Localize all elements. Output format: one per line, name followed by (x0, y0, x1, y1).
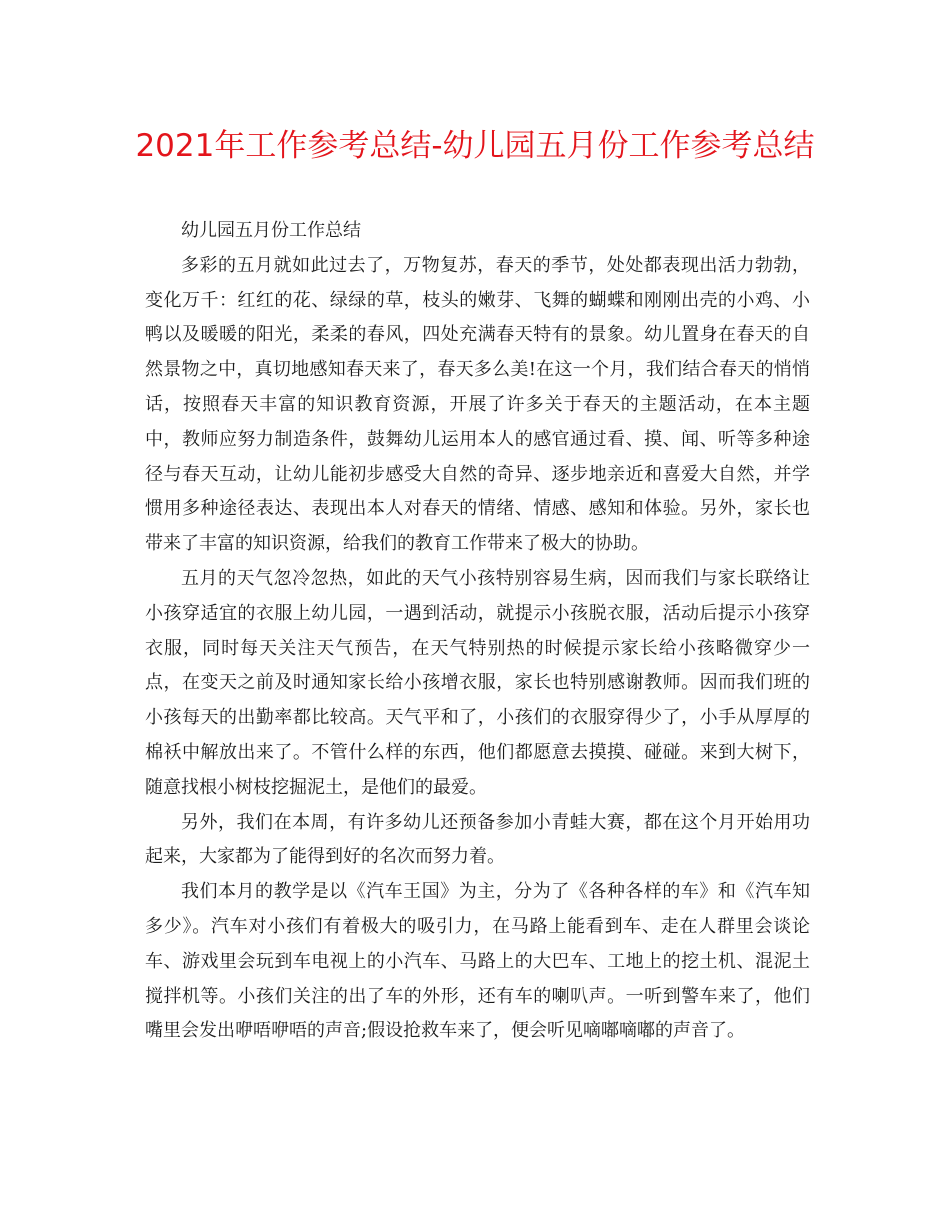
document-body (145, 214, 810, 1049)
paragraph: 五月的天气忽冷忽热，如此的天气小孩特别容易生病，因而我们与家长联络让小孩穿适宜的衣服上幼儿园，一遇到活动，就提示小孩脱衣服，活动后提示小孩穿衣服，同时每天关注天气预告，在天气特别热的时候提示家长给小孩略微穿少一点，在变天之前及时通知家长给小孩增衣服，家长也特别感谢教师。因而我们班的小孩每天的出勤率都比较高。天气平和了，小孩们的衣服穿得少了，小手从厚厚的棉袄中解放出来了。不管什么样的东西，他们都愿意去摸摸、碰碰。来到大树下，随意找根小树枝挖掘泥土，是他们的最爱。 (145, 567, 810, 798)
paragraph: 另外，我们在本周，有许多幼儿还预备参加小青蛙大赛，都在这个月开始用功起来，大家都为了能得到好的名次而努力着。 (145, 811, 810, 868)
paragraph-subtitle: 幼儿园五月份工作总结 (181, 220, 361, 241)
paragraph: 我们本月的教学是以《汽车王国》为主，分为了《各种各样的车》和《汽车知多少》。汽车对小孩们有着极大的吸引力，在马路上能看到车、走在人群里会谈论车、游戏里会玩到车电视上的小汽车、马路上的大巴车、工地上的挖土机、混泥土搅拌机等。小孩们关注的出了车的外形，还有车的喇叭声。一听到警车来了，他们嘴里会发出咿唔咿唔的声音;假设抢救车来了，便会听见嘀嘟嘀嘟的声音了。 (145, 881, 810, 1042)
document-title: 2021年工作参考总结-幼儿园五月份工作参考总结 (135, 128, 815, 164)
paragraph: 多彩的五月就如此过去了，万物复苏，春天的季节，处处都表现出活力勃勃，变化万千：红红的花、绿绿的草，枝头的嫩芽、飞舞的蝴蝶和刚刚出壳的小鸡、小鸭以及暖暖的阳光，柔柔的春风，四处充满春天特有的景象。幼儿置身在春天的自然景物之中，真切地感知春天来了，春天多么美!在这一个月，我们结合春天的悄悄话，按照春天丰富的知识教育资源，开展了许多关于春天的主题活动，在本主题中，教师应努力制造条件，鼓舞幼儿运用本人的感官通过看、摸、闻、听等多种途径与春天互动，让幼儿能初步感受大自然的奇异、逐步地亲近和喜爱大自然，并学惯用多种途径表达、表现出本人对春天的情绪、情感、感知和体验。另外，家长也带来了丰富的知识资源，给我们的教育工作带来了极大的协助。 (145, 254, 810, 555)
